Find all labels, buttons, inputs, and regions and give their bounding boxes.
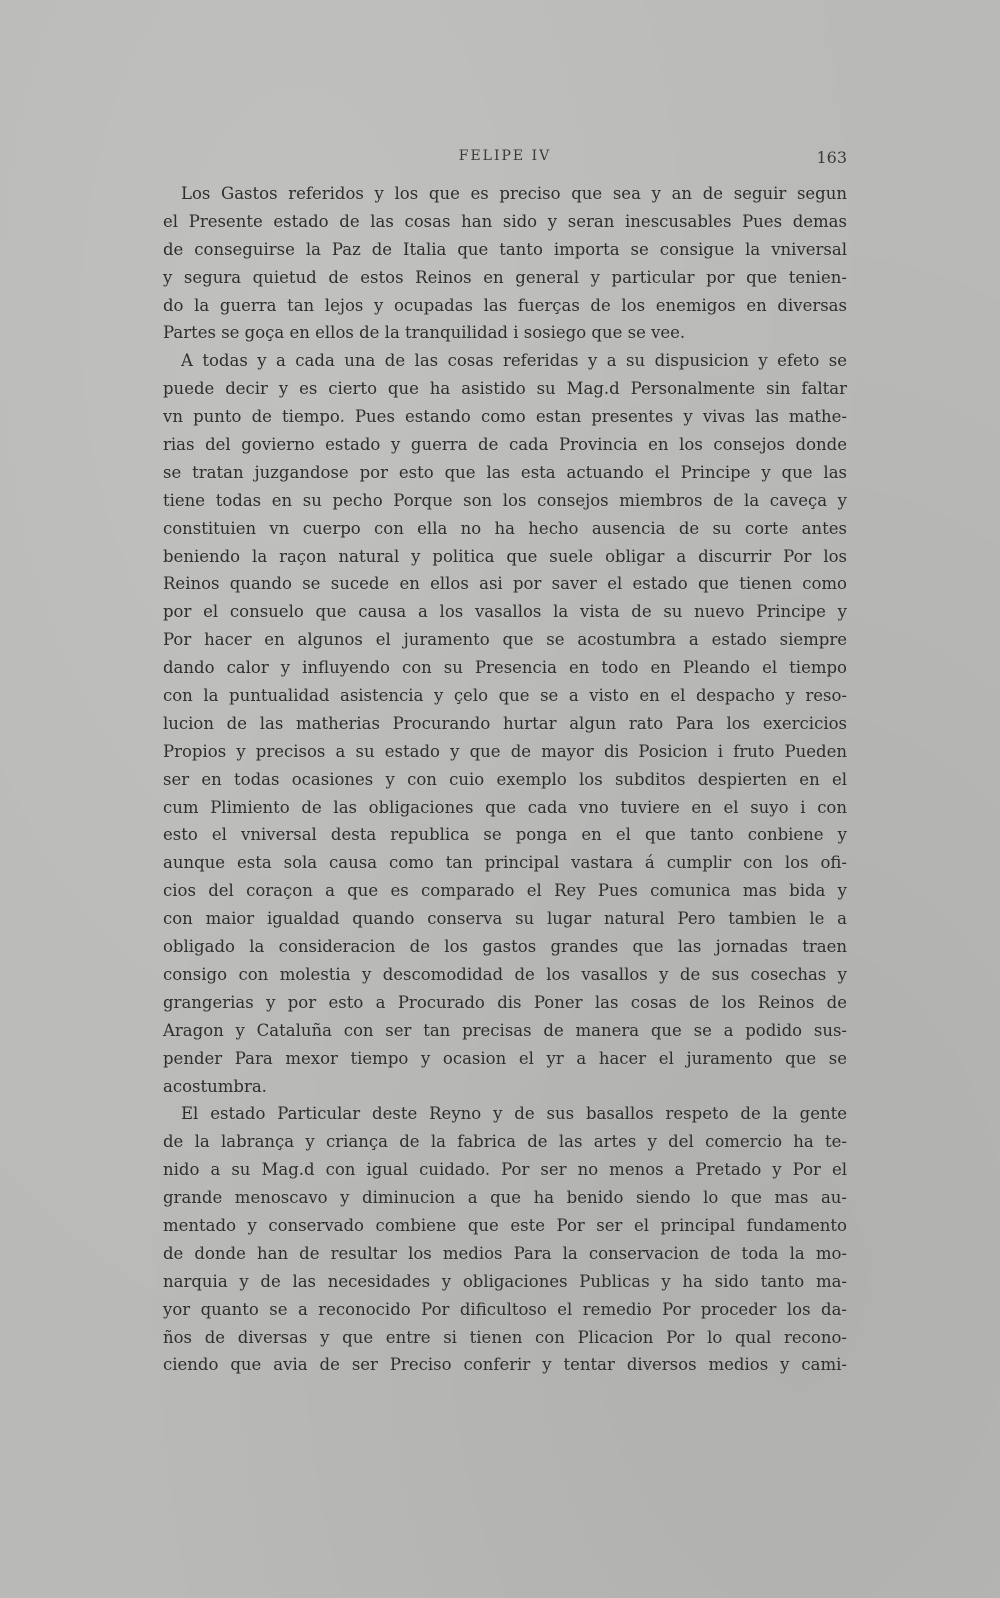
text-line: puede decir y es cierto que ha asistido su Mag.d Personalmente sin faltar bbox=[163, 379, 847, 399]
text-line: pender Para mexor tiempo y ocasion el yr a hacer el juramento que se bbox=[163, 1048, 847, 1068]
text-line: do la guerra tan lejos y ocupadas las fuerças de los enemigos en diversas bbox=[163, 295, 847, 315]
text-line: de donde han de resultar los medios Para la conservacion de toda la mo- bbox=[163, 1243, 847, 1263]
text-line: se tratan juzgandose por esto que las esta actuando el Principe y que las bbox=[163, 462, 847, 482]
text-line: Por hacer en algunos el juramento que se acostumbra a estado siempre bbox=[163, 630, 847, 650]
text-line: dando calor y influyendo con su Presencia en todo en Pleando el tiempo bbox=[163, 658, 847, 678]
text-line: rias del govierno estado y guerra de cada Provincia en los consejos donde bbox=[163, 435, 847, 455]
text-line: obligado la consideracion de los gastos grandes que las jornadas traen bbox=[163, 937, 847, 957]
text-line: Los Gastos referidos y los que es preciso que sea y an de seguir segun bbox=[181, 184, 847, 203]
text-line: A todas y a cada una de las cosas referidas y a su dispusicion y efeto se bbox=[181, 351, 847, 371]
text-line: Reinos quando se sucede en ellos asi por saver el estado que tienen como bbox=[163, 574, 847, 594]
text-line: de conseguirse la Paz de Italia que tanto importa se consigue la vniversal bbox=[163, 239, 847, 259]
text-line: consigo con molestia y descomodidad de los vasallos y de sus cosechas y bbox=[163, 964, 847, 984]
text-line: ser en todas ocasiones y con cuio exemplo los subditos despierten en el bbox=[163, 769, 847, 789]
page-number: 163 bbox=[816, 148, 847, 167]
text-line: ños de diversas y que entre si tienen con Plicacion Por lo qual recono- bbox=[163, 1327, 847, 1347]
text-line: cum Plimiento de las obligaciones que cada vno tuviere en el suyo i con bbox=[163, 797, 847, 817]
text-line: El estado Particular deste Reyno y de sus basallos respeto de la gente bbox=[181, 1104, 847, 1124]
text-line: esto el vniversal desta republica se ponga en el que tanto conbiene y bbox=[163, 825, 847, 845]
text-line: ciendo que avia de ser Preciso conferir y tentar diversos medios y cami- bbox=[163, 1355, 847, 1375]
body-text bbox=[163, 180, 847, 1379]
text-line: de la labrança y criança de la fabrica de las artes y del comercio ha te- bbox=[163, 1132, 847, 1152]
text-line: mentado y conservado combiene que este Por ser el principal fundamento bbox=[163, 1215, 847, 1235]
text-line: yor quanto se a reconocido Por dificultoso el remedio Por proceder los da- bbox=[163, 1299, 847, 1319]
text-line: Aragon y Cataluña con ser tan precisas de manera que se a podido sus- bbox=[163, 1020, 847, 1040]
text-line: con la puntualidad asistencia y çelo que se a visto en el despacho y reso- bbox=[163, 686, 847, 706]
text-line: narquia y de las necesidades y obligaciones Publicas y ha sido tanto ma- bbox=[163, 1271, 847, 1291]
text-line: Partes se goça en ellos de la tranquilidad i sosiego que se vee. bbox=[163, 323, 686, 343]
text-line: lucion de las matherias Procurando hurtar algun rato Para los exercicios bbox=[163, 713, 847, 733]
text-line: nido a su Mag.d con igual cuidado. Por ser no menos a Pretado y Por el bbox=[163, 1160, 847, 1180]
text-line: y segura quietud de estos Reinos en general y particular por que tenien- bbox=[163, 267, 847, 287]
text-line: grande menoscavo y diminucion a que ha benido siendo lo que mas au- bbox=[163, 1188, 847, 1208]
text-line: grangerias y por esto a Procurado dis Poner las cosas de los Reinos de bbox=[163, 992, 847, 1012]
text-line: por el consuelo que causa a los vasallos la vista de su nuevo Principe y bbox=[163, 602, 847, 622]
text-line: Propios y precisos a su estado y que de mayor dis Posicion i fruto Pueden bbox=[163, 741, 847, 761]
text-line: vn punto de tiempo. Pues estando como estan presentes y vivas las mathe- bbox=[163, 407, 847, 427]
text-line: acostumbra. bbox=[163, 1076, 267, 1096]
text-line: constituien vn cuerpo con ella no ha hecho ausencia de su corte antes bbox=[163, 518, 847, 538]
text-line: beniendo la raçon natural y politica que suele obligar a discurrir Por los bbox=[163, 546, 847, 566]
running-head bbox=[163, 148, 847, 170]
running-title: FELIPE IV bbox=[458, 148, 552, 164]
text-line: aunque esta sola causa como tan principal vastara á cumplir con los ofi- bbox=[163, 853, 847, 873]
text-line: cios del coraçon a que es comparado el Rey Pues comunica mas bida y bbox=[163, 881, 847, 901]
text-line: tiene todas en su pecho Porque son los consejos miembros de la caveça y bbox=[163, 490, 847, 510]
text-line: el Presente estado de las cosas han sido y seran inescusables Pues demas bbox=[163, 211, 847, 231]
text-line: con maior igualdad quando conserva su lugar natural Pero tambien le a bbox=[163, 909, 847, 929]
